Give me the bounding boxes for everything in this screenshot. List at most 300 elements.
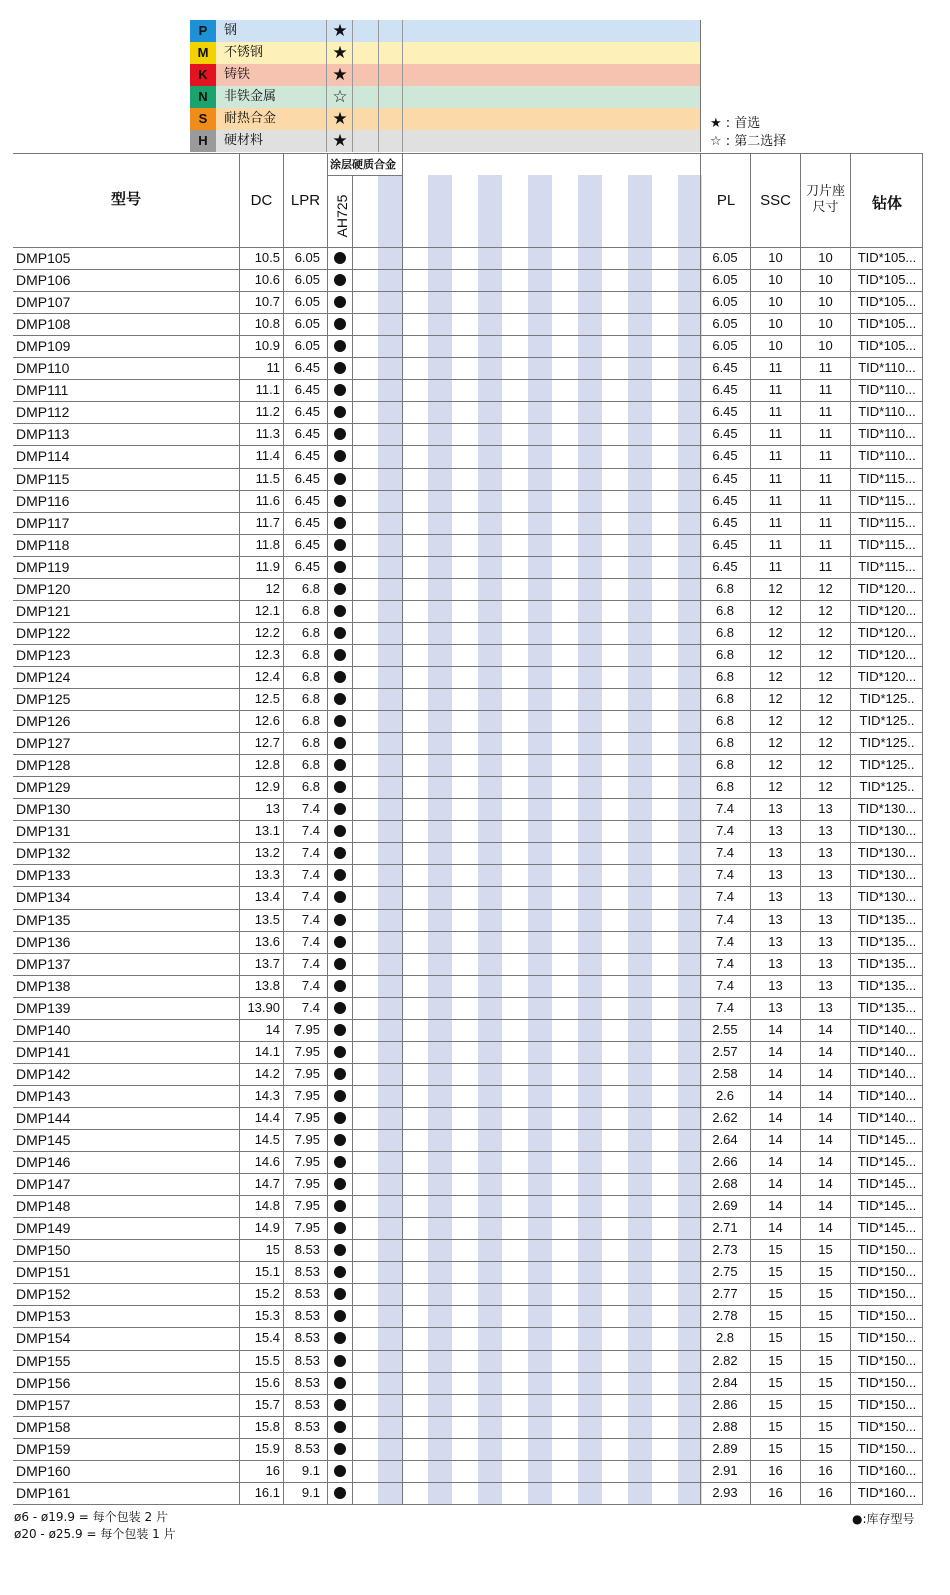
cell-lpr: 8.53 <box>294 1286 320 1302</box>
cell-lpr: 8.53 <box>294 1374 320 1390</box>
cell-dc: 15.1 <box>254 1264 280 1280</box>
cell-seat-size: 14 <box>818 1109 833 1125</box>
cell-dc: 12.6 <box>254 713 280 729</box>
cell-seat-size: 10 <box>818 250 833 265</box>
cell-seat-size: 15 <box>818 1374 833 1390</box>
cell-ssc: 14 <box>768 1176 783 1192</box>
cell-dc: 13.3 <box>254 867 280 883</box>
cell-seat-size: 12 <box>818 691 833 706</box>
cell-ssc: 14 <box>768 1109 783 1125</box>
cell-seat-size: 11 <box>818 492 833 508</box>
cell-model: DMP131 <box>16 823 71 840</box>
cell-dc: 11.9 <box>255 558 280 574</box>
cell-model: DMP129 <box>16 779 71 796</box>
stock-dot-icon <box>334 627 346 639</box>
cell-dc: 14.4 <box>254 1109 280 1125</box>
cell-body: TID*125.. <box>859 735 915 751</box>
cell-body: TID*135... <box>857 977 917 993</box>
cell-body: TID*150... <box>857 1418 917 1434</box>
cell-dc: 13.2 <box>254 845 280 861</box>
cell-model: DMP161 <box>16 1484 71 1501</box>
stock-dot-icon <box>334 473 346 485</box>
cell-pl: 6.8 <box>715 735 735 751</box>
cell-body: TID*150... <box>857 1286 917 1302</box>
cell-lpr: 7.4 <box>301 845 320 861</box>
header-lpr: LPR <box>290 192 321 209</box>
cell-ssc: 14 <box>768 1065 783 1081</box>
cell-ssc: 11 <box>768 404 783 420</box>
cell-model: DMP118 <box>16 536 70 553</box>
cell-seat-size: 10 <box>818 294 833 310</box>
stock-dot-icon <box>334 914 346 926</box>
cell-dc: 11.2 <box>255 404 280 420</box>
stock-dot-icon <box>334 1288 346 1300</box>
stock-dot-icon <box>334 1377 346 1389</box>
cell-body: TID*105... <box>857 294 917 310</box>
cell-model: DMP127 <box>16 735 71 752</box>
material-rank: ★ <box>332 65 348 85</box>
cell-pl: 2.55 <box>712 1021 738 1037</box>
stock-dot-icon <box>334 715 346 727</box>
cell-dc: 13.7 <box>254 955 280 971</box>
header-coating-group: 涂层硬质合金 <box>330 158 396 171</box>
cell-lpr: 8.53 <box>294 1308 320 1324</box>
cell-body: TID*145... <box>857 1154 917 1170</box>
cell-body: TID*130... <box>857 889 917 905</box>
cell-ssc: 13 <box>768 977 783 993</box>
cell-lpr: 8.53 <box>294 1352 320 1368</box>
cell-lpr: 6.45 <box>294 558 320 574</box>
cell-dc: 10.7 <box>254 294 280 310</box>
cell-dc: 12.7 <box>254 735 280 751</box>
cell-dc: 12.1 <box>254 602 280 618</box>
cell-dc: 11.1 <box>255 382 280 398</box>
cell-dc: 14.9 <box>254 1220 280 1236</box>
cell-pl: 6.45 <box>712 492 738 508</box>
cell-dc: 15 <box>265 1242 280 1258</box>
cell-lpr: 6.8 <box>301 735 320 751</box>
stock-dot-icon <box>334 296 346 308</box>
cell-body: TID*120... <box>857 580 917 596</box>
cell-seat-size: 14 <box>818 1154 833 1170</box>
cell-lpr: 9.1 <box>301 1484 320 1500</box>
cell-pl: 7.4 <box>715 977 735 993</box>
cell-seat-size: 14 <box>818 1176 833 1192</box>
cell-seat-size: 10 <box>818 316 833 332</box>
cell-ssc: 13 <box>768 801 783 817</box>
cell-body: TID*135... <box>857 911 917 927</box>
cell-seat-size: 11 <box>818 558 833 574</box>
cell-model: DMP126 <box>16 713 71 730</box>
cell-seat-size: 13 <box>818 845 833 861</box>
cell-ssc: 12 <box>768 646 783 662</box>
cell-ssc: 12 <box>768 691 783 706</box>
cell-dc: 13.8 <box>254 977 280 993</box>
cell-body: TID*140... <box>857 1087 917 1103</box>
stock-dot-icon <box>334 428 346 440</box>
stock-dot-icon <box>334 1443 346 1455</box>
cell-pl: 7.4 <box>715 845 735 861</box>
cell-ssc: 11 <box>768 536 783 552</box>
cell-ssc: 10 <box>768 272 783 288</box>
cell-dc: 13.4 <box>254 889 280 905</box>
stock-dot-icon <box>334 1200 346 1212</box>
cell-ssc: 14 <box>768 1087 783 1103</box>
cell-body: TID*150... <box>857 1330 917 1346</box>
cell-lpr: 7.95 <box>294 1109 320 1125</box>
cell-pl: 6.05 <box>712 272 738 288</box>
cell-model: DMP141 <box>16 1043 71 1060</box>
cell-body: TID*150... <box>857 1264 917 1280</box>
cell-model: DMP112 <box>16 404 70 421</box>
cell-pl: 7.4 <box>715 889 735 905</box>
cell-body: TID*125.. <box>859 691 915 706</box>
cell-lpr: 8.53 <box>294 1242 320 1258</box>
stock-dot-icon <box>334 1156 346 1168</box>
cell-pl: 2.57 <box>712 1043 738 1059</box>
cell-dc: 12.5 <box>254 691 280 706</box>
cell-body: TID*130... <box>857 823 917 839</box>
material-rank: ★ <box>332 21 348 41</box>
cell-dc: 11.3 <box>255 426 280 442</box>
stock-dot-icon <box>334 517 346 529</box>
pack-note-1: ø6 - ø19.9 = 每个包装 2 片 <box>14 1510 168 1524</box>
cell-dc: 14 <box>265 1021 280 1037</box>
cell-lpr: 7.95 <box>294 1198 320 1214</box>
cell-body: TID*125.. <box>859 779 915 795</box>
cell-seat-size: 16 <box>818 1462 833 1478</box>
cell-pl: 6.45 <box>712 426 738 442</box>
cell-lpr: 8.53 <box>294 1440 320 1456</box>
cell-model: DMP148 <box>16 1198 71 1215</box>
cell-model: DMP151 <box>16 1264 71 1281</box>
table-column-line <box>402 153 403 1504</box>
cell-body: TID*120... <box>857 602 917 618</box>
header-model: 型号 <box>110 190 141 208</box>
cell-seat-size: 15 <box>818 1286 833 1302</box>
stock-dot-icon <box>334 869 346 881</box>
cell-model: DMP111 <box>16 382 69 399</box>
cell-lpr: 6.45 <box>294 382 320 398</box>
cell-dc: 15.4 <box>254 1330 280 1346</box>
material-name: 铸铁 <box>224 67 251 82</box>
cell-pl: 6.8 <box>715 580 735 596</box>
stock-dot-icon <box>334 847 346 859</box>
cell-seat-size: 15 <box>818 1352 833 1368</box>
cell-ssc: 13 <box>768 911 783 927</box>
material-name: 耐热合金 <box>224 111 277 126</box>
cell-pl: 6.45 <box>712 536 738 552</box>
stock-dot-icon <box>334 781 346 793</box>
material-name: 硬材料 <box>224 133 264 148</box>
cell-dc: 15.6 <box>254 1374 280 1390</box>
cell-pl: 6.45 <box>712 382 738 398</box>
cell-pl: 2.88 <box>712 1418 738 1434</box>
cell-model: DMP160 <box>16 1462 71 1479</box>
material-code-badge: P <box>190 20 216 42</box>
cell-pl: 6.45 <box>712 558 738 574</box>
cell-pl: 2.91 <box>712 1462 738 1478</box>
cell-seat-size: 10 <box>818 272 833 288</box>
cell-seat-size: 11 <box>818 404 833 420</box>
header-body: 钻体 <box>871 194 902 212</box>
cell-dc: 11.8 <box>255 536 280 552</box>
cell-body: TID*125.. <box>859 713 915 729</box>
material-name: 钢 <box>224 23 238 38</box>
cell-pl: 7.4 <box>715 955 735 971</box>
cell-ssc: 10 <box>768 294 783 310</box>
cell-body: TID*110... <box>858 448 916 464</box>
header-seat-size-line2: 尺寸 <box>812 200 839 215</box>
pack-note-2: ø20 - ø25.9 = 每个包装 1 片 <box>14 1527 176 1541</box>
cell-lpr: 6.8 <box>301 602 320 618</box>
cell-ssc: 12 <box>768 668 783 684</box>
cell-pl: 2.69 <box>712 1198 738 1214</box>
cell-pl: 2.66 <box>712 1154 738 1170</box>
header-grade: AH725 <box>334 194 350 238</box>
cell-body: TID*110... <box>858 426 916 442</box>
cell-pl: 2.78 <box>712 1308 738 1324</box>
cell-lpr: 7.4 <box>301 801 320 817</box>
cell-model: DMP136 <box>16 933 71 950</box>
cell-ssc: 12 <box>768 624 783 640</box>
cell-seat-size: 13 <box>818 823 833 839</box>
cell-ssc: 15 <box>768 1286 783 1302</box>
stock-dot-icon <box>334 1465 346 1477</box>
material-name: 非铁金属 <box>224 89 277 104</box>
cell-dc: 11.6 <box>255 492 280 508</box>
cell-ssc: 10 <box>768 316 783 332</box>
cell-lpr: 8.53 <box>294 1418 320 1434</box>
cell-seat-size: 13 <box>818 801 833 817</box>
cell-ssc: 15 <box>768 1396 783 1412</box>
cell-pl: 2.64 <box>712 1132 738 1147</box>
cell-pl: 6.45 <box>712 404 738 420</box>
cell-seat-size: 11 <box>818 426 833 442</box>
stock-dot-icon <box>334 1222 346 1234</box>
cell-pl: 6.8 <box>715 602 735 618</box>
stock-dot-icon <box>334 1178 346 1190</box>
cell-lpr: 7.95 <box>294 1154 320 1170</box>
cell-ssc: 11 <box>768 514 783 530</box>
cell-pl: 7.4 <box>715 823 735 839</box>
stock-dot-icon <box>334 495 346 507</box>
stock-dot-icon <box>334 1244 346 1256</box>
cell-lpr: 6.45 <box>294 448 320 464</box>
cell-seat-size: 12 <box>818 668 833 684</box>
cell-seat-size: 13 <box>818 955 833 971</box>
cell-lpr: 7.95 <box>294 1065 320 1081</box>
stock-dot-icon <box>334 384 346 396</box>
cell-ssc: 13 <box>768 933 783 949</box>
cell-dc: 15.7 <box>254 1396 280 1412</box>
cell-pl: 6.8 <box>715 757 735 773</box>
cell-lpr: 6.45 <box>294 470 320 486</box>
cell-body: TID*115... <box>858 536 916 552</box>
cell-pl: 2.73 <box>712 1242 738 1258</box>
material-code-badge: M <box>190 42 216 64</box>
stock-dot-icon <box>334 274 346 286</box>
cell-dc: 12.9 <box>254 779 280 795</box>
stock-dot-icon <box>334 649 346 661</box>
cell-model: DMP120 <box>16 580 71 597</box>
cell-ssc: 12 <box>768 735 783 751</box>
cell-seat-size: 11 <box>818 470 833 486</box>
material-code-badge: K <box>190 64 216 86</box>
stock-dot-icon <box>334 561 346 573</box>
cell-dc: 13 <box>265 801 280 817</box>
cell-dc: 14.1 <box>254 1043 280 1059</box>
cell-dc: 15.2 <box>254 1286 280 1302</box>
cell-model: DMP155 <box>16 1352 71 1369</box>
cell-body: TID*110... <box>858 360 916 376</box>
stock-dot-icon <box>334 737 346 749</box>
cell-seat-size: 11 <box>818 448 833 464</box>
stock-dot-icon <box>334 980 346 992</box>
cell-ssc: 13 <box>768 867 783 883</box>
cell-ssc: 10 <box>768 338 783 354</box>
table-column-line <box>327 153 328 1504</box>
stock-dot-icon <box>334 1332 346 1344</box>
header-ssc: SSC <box>760 192 791 209</box>
cell-model: DMP115 <box>16 470 70 487</box>
cell-body: TID*105... <box>857 250 917 265</box>
cell-body: TID*105... <box>857 316 917 332</box>
cell-model: DMP125 <box>16 691 71 707</box>
cell-dc: 16 <box>265 1462 280 1478</box>
cell-lpr: 8.53 <box>294 1330 320 1346</box>
cell-model: DMP137 <box>16 955 71 972</box>
cell-lpr: 7.95 <box>294 1132 320 1147</box>
cell-lpr: 6.45 <box>294 492 320 508</box>
material-code-badge: S <box>190 108 216 130</box>
cell-dc: 14.5 <box>254 1132 280 1147</box>
cell-ssc: 10 <box>768 250 783 265</box>
cell-seat-size: 15 <box>818 1418 833 1434</box>
cell-pl: 6.05 <box>712 294 738 310</box>
cell-model: DMP158 <box>16 1418 71 1435</box>
header-seat-size-line1: 刀片座 <box>805 184 845 199</box>
stock-dot-icon <box>334 1068 346 1080</box>
cell-model: DMP116 <box>16 492 70 509</box>
cell-pl: 2.86 <box>712 1396 738 1412</box>
cell-seat-size: 11 <box>818 514 833 530</box>
cell-dc: 16.1 <box>254 1484 280 1500</box>
cell-model: DMP154 <box>16 1330 71 1347</box>
cell-lpr: 6.45 <box>294 514 320 530</box>
cell-model: DMP122 <box>16 624 71 641</box>
cell-model: DMP106 <box>16 272 71 289</box>
cell-pl: 2.77 <box>712 1286 738 1302</box>
cell-model: DMP145 <box>16 1132 71 1148</box>
cell-body: TID*105... <box>857 272 917 288</box>
cell-ssc: 11 <box>768 470 783 486</box>
cell-model: DMP152 <box>16 1286 71 1303</box>
stock-dot-icon <box>334 803 346 815</box>
cell-body: TID*120... <box>857 646 917 662</box>
stock-dot-icon <box>334 1024 346 1036</box>
cell-body: TID*140... <box>857 1065 917 1081</box>
cell-model: DMP144 <box>16 1109 71 1126</box>
cell-body: TID*145... <box>857 1176 917 1192</box>
cell-dc: 11 <box>266 360 280 376</box>
table-bottom-line <box>13 1504 923 1505</box>
material-rank: ☆ <box>332 87 348 107</box>
cell-seat-size: 12 <box>818 580 833 596</box>
cell-body: TID*140... <box>857 1021 917 1037</box>
cell-body: TID*110... <box>858 404 916 420</box>
cell-seat-size: 14 <box>818 1087 833 1103</box>
cell-ssc: 14 <box>768 1154 783 1170</box>
cell-seat-size: 16 <box>818 1484 833 1500</box>
cell-seat-size: 12 <box>818 624 833 640</box>
cell-pl: 6.8 <box>715 779 735 795</box>
cell-body: TID*115... <box>858 558 916 574</box>
cell-lpr: 6.8 <box>301 580 320 596</box>
cell-dc: 15.3 <box>254 1308 280 1324</box>
cell-ssc: 16 <box>768 1462 783 1478</box>
cell-ssc: 11 <box>768 382 783 398</box>
cell-dc: 11.7 <box>255 514 280 530</box>
cell-lpr: 7.4 <box>301 977 320 993</box>
cell-dc: 12.2 <box>254 624 280 640</box>
cell-seat-size: 12 <box>818 646 833 662</box>
cell-dc: 10.9 <box>254 338 280 354</box>
stock-dot-icon <box>334 318 346 330</box>
cell-dc: 14.7 <box>254 1176 280 1192</box>
cell-ssc: 15 <box>768 1418 783 1434</box>
cell-pl: 2.62 <box>712 1109 738 1125</box>
cell-body: TID*135... <box>857 999 917 1015</box>
cell-model: DMP121 <box>16 602 71 619</box>
cell-seat-size: 14 <box>818 1065 833 1081</box>
cell-body: TID*140... <box>857 1043 917 1059</box>
cell-body: TID*130... <box>857 801 917 817</box>
cell-pl: 6.05 <box>712 250 738 265</box>
stock-dot-icon <box>334 406 346 418</box>
cell-model: DMP143 <box>16 1087 71 1104</box>
cell-body: TID*110... <box>858 382 916 398</box>
cell-pl: 2.89 <box>712 1440 738 1456</box>
cell-pl: 2.75 <box>712 1264 738 1280</box>
cell-ssc: 14 <box>768 1198 783 1214</box>
cell-ssc: 15 <box>768 1264 783 1280</box>
cell-seat-size: 12 <box>818 602 833 618</box>
cell-pl: 2.58 <box>712 1065 738 1081</box>
cell-seat-size: 13 <box>818 977 833 993</box>
cell-model: DMP132 <box>16 845 71 862</box>
cell-lpr: 7.95 <box>294 1043 320 1059</box>
cell-body: TID*145... <box>857 1198 917 1214</box>
cell-seat-size: 13 <box>818 999 833 1015</box>
cell-ssc: 15 <box>768 1440 783 1456</box>
cell-ssc: 14 <box>768 1043 783 1059</box>
stock-dot-icon <box>334 1002 346 1014</box>
cell-seat-size: 14 <box>818 1132 833 1147</box>
cell-seat-size: 14 <box>818 1220 833 1236</box>
cell-model: DMP149 <box>16 1220 71 1237</box>
cell-dc: 12.4 <box>254 668 280 684</box>
cell-pl: 2.6 <box>715 1087 735 1103</box>
cell-dc: 11.5 <box>255 470 280 486</box>
material-name: 不锈钢 <box>224 45 264 60</box>
cell-model: DMP128 <box>16 757 71 774</box>
cell-model: DMP123 <box>16 646 71 663</box>
cell-ssc: 16 <box>768 1484 783 1500</box>
cell-ssc: 14 <box>768 1021 783 1037</box>
cell-seat-size: 15 <box>818 1264 833 1280</box>
stock-dot-icon <box>334 1355 346 1367</box>
